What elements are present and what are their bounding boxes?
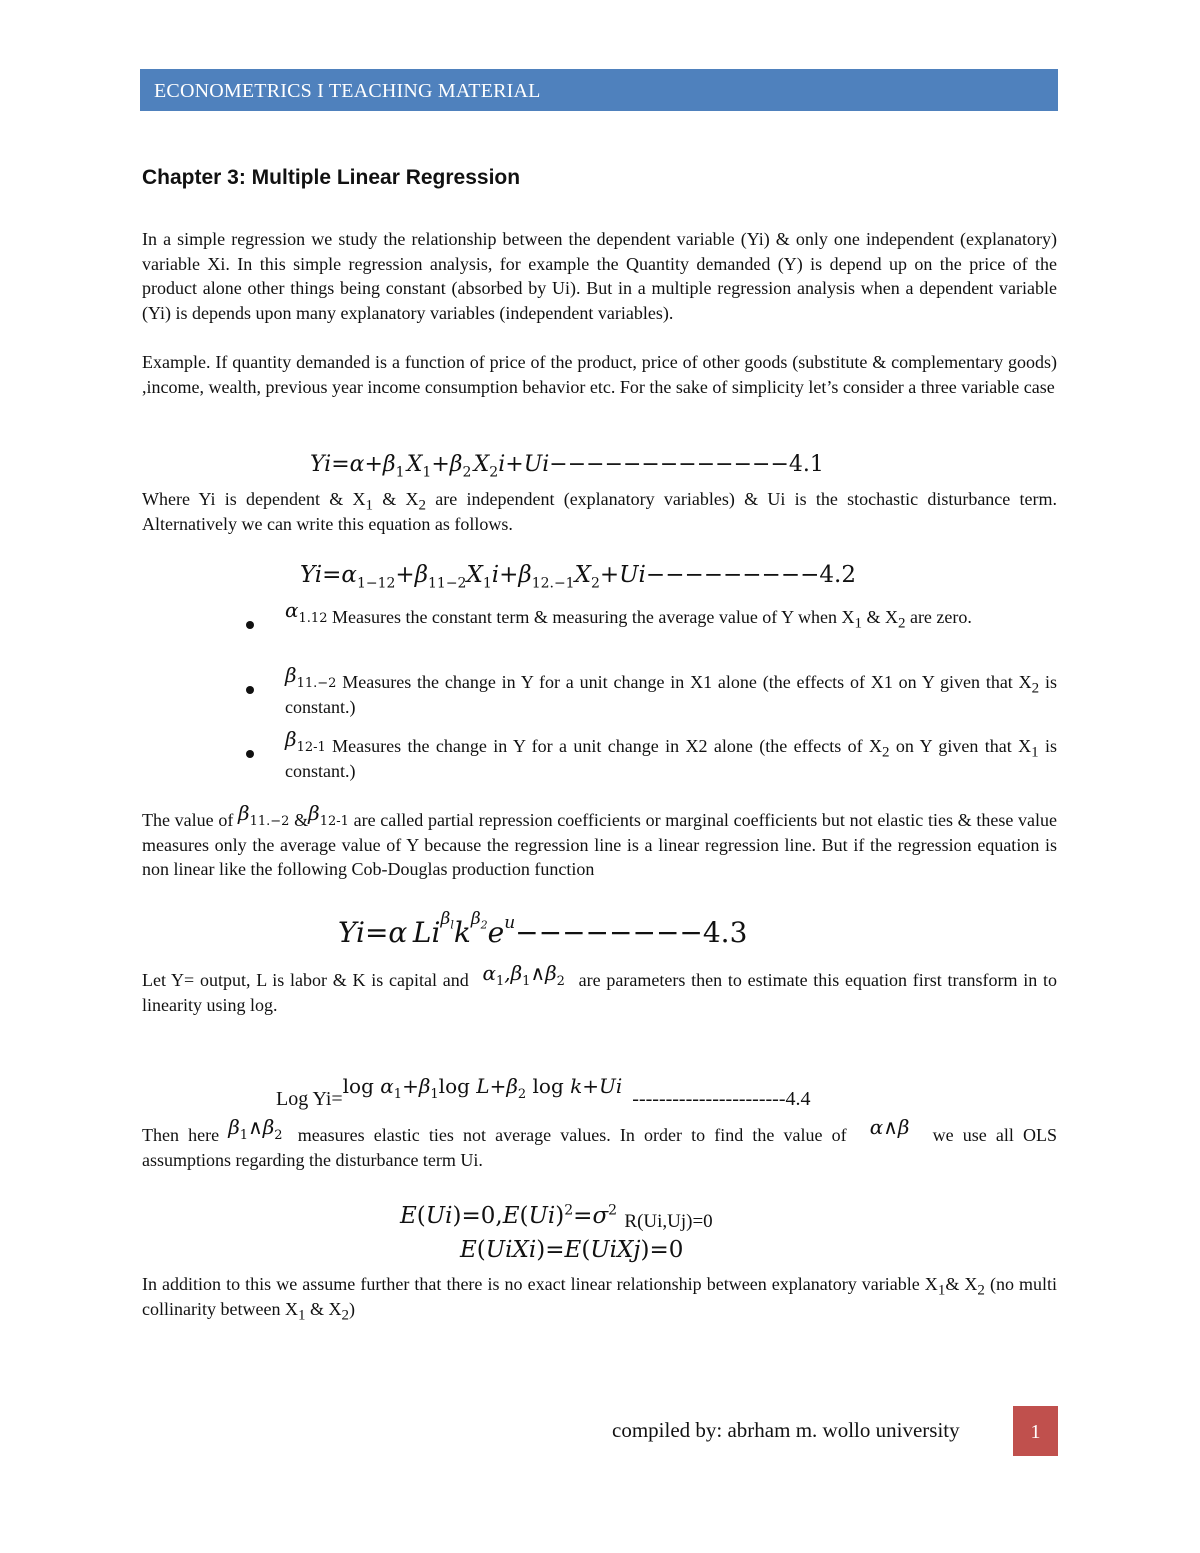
- bullet-beta2: [285, 727, 1057, 783]
- beta2-subscript: 12-1: [296, 740, 326, 755]
- sub-2: 2: [1031, 680, 1040, 697]
- equation-4-3: Yi=α $Li^{\beta_l}k^{\beta_2}e^u--------4.3$: [338, 908, 748, 949]
- let-text-b: are parameters then to estimate this equation first transform in to linearity using log.: [142, 970, 1057, 1015]
- sub-2: 2: [418, 497, 427, 514]
- bullet-alpha-end: are zero.: [905, 607, 972, 627]
- sub-2: 2: [977, 1282, 985, 1299]
- alpha-subscript: 1.12: [298, 611, 328, 626]
- ampersand: &: [294, 810, 309, 830]
- footer-credit: compiled by: abrham m. wollo university: [612, 1418, 960, 1442]
- sub-1: 1: [297, 1307, 306, 1324]
- ols-assumption-line-2: E(UiXi)=E(UiXj)=0: [460, 1237, 684, 1263]
- header-title: ECONOMETRICS I TEACHING MATERIAL: [154, 80, 541, 102]
- value-text-a: The value of: [142, 810, 239, 830]
- eq42-dashes: −−−−−−−−−: [645, 562, 820, 588]
- where-text-a: Where Yi is dependent & X: [142, 489, 366, 509]
- eq44-number: 4.4: [785, 1088, 811, 1110]
- where-text-b: & X: [373, 489, 419, 509]
- page-number: 1: [1013, 1406, 1058, 1456]
- bullet-marker: [246, 621, 254, 629]
- example-paragraph: Example. If quantity demanded is a function of price of the product, price of other goods (substitute & complementary goods) ,income, wealth, previous year income consumption behavior etc. For the sake of simplicity let’s consider a three variable case: [142, 352, 1057, 397]
- assumption-covariance: R(Ui,Uj)=0: [624, 1211, 713, 1232]
- bullet-alpha: [285, 598, 1057, 632]
- equation-4-1: $Yi=\alpha+\beta_1$ $X_1+\beta_2$ $X_2i+Ui-------------4.1$: [310, 452, 824, 481]
- sub-2: 2: [882, 744, 890, 761]
- let-paragraph: Let Y= output, L is labor & K is capital and $\alpha_1,\beta_1\wedge\beta_2$ are parameters then to estimate this equation first transform in to linearity using log.: [142, 961, 1057, 1015]
- eq43-dashes: −−−−−−−−: [515, 916, 703, 949]
- alpha-symbol: α: [285, 598, 299, 622]
- beta-symbol: β: [285, 727, 297, 751]
- bullet-beta1: [285, 663, 1057, 719]
- then-text-b: measures elastic ties not average values. In order to find the value of: [288, 1125, 856, 1145]
- addition-text-d: & X: [305, 1298, 342, 1319]
- sub-1: 1: [1031, 744, 1039, 761]
- bullet-beta1-text: Measures the change in Y for a unit change in X1 alone (the effects of X1 on Y given that X: [336, 672, 1032, 692]
- bullet-beta2-text: Measures the change in Y for a unit change in X2 alone (the effects of X: [325, 736, 883, 756]
- then-text-a: Then here: [142, 1125, 229, 1145]
- bullet-marker: [246, 686, 254, 694]
- eq41-number: 4.1: [788, 452, 824, 477]
- bullet-marker: [246, 750, 254, 758]
- sub-1: 1: [365, 497, 374, 514]
- bullet-beta2-mid: on Y given that X: [889, 736, 1032, 756]
- beta1-subscript: 11.−2: [296, 676, 337, 691]
- intro-paragraph: In a simple regression we study the relationship between the dependent variable (Yi) & only one independent (explanatory) variable Xi. In this simple regression analysis, for example the Quantity demanded (Y) is depend up on the price of the product alone other things being constant (absorbed by Ui). But in a multiple regression analysis when a dependent variable (Yi) is depends upon many explanatory variables (independent variables).: [142, 229, 1057, 324]
- where-paragraph: [142, 487, 1057, 536]
- sub-1: 1: [854, 615, 862, 632]
- equation-4-4: Log Yi=log $\alpha_1+\beta_1\log$ $L+\beta_2$ log k+Ui -----------------------4.4: [276, 1074, 811, 1110]
- addition-paragraph: [142, 1272, 1058, 1324]
- then-paragraph: Then here $\beta_1\wedge\beta_2$ measures elastic ties not average values. In order to find the value of α∧β we use all OLS assumptions regarding the disturbance term Ui.: [142, 1115, 1058, 1170]
- partial-coefficients-paragraph: The value of $\beta_{11.-2}$ $\&\beta_{12-1}$ are called partial repression coefficients or marginal coefficients but not elastic ties & these value measures only the average value of Y because the regression line is a linear regression line. But if the regression equation is non linear like the following Cob-Douglas production function: [142, 801, 1058, 880]
- sub-2: 2: [341, 1307, 349, 1324]
- addition-text-a: In addition to this we assume further that there is no exact linear relationship between explanatory variable X: [142, 1274, 938, 1294]
- bullet-alpha-mid: & X: [861, 607, 898, 627]
- eq41-dashes: −−−−−−−−−−−−−: [549, 452, 789, 477]
- sub-1: 1: [937, 1282, 946, 1299]
- ols-assumption-line-1: $E(Ui)=0,E(Ui)^2=\sigma^2$ R(Ui,Uj)=0: [400, 1202, 713, 1232]
- value-text-b: are called partial repression coefficients or marginal coefficients but not elastic ties & these value measures only the average value of Y because the regression line is a linear regression line. But if the regression equation is non linear like the following Cob-Douglas production function: [142, 810, 1058, 880]
- addition-text-c: (no multi collinarity between X: [142, 1274, 1058, 1319]
- eq43-number: 4.3: [702, 916, 748, 949]
- eq42-number: 4.2: [819, 562, 856, 588]
- sub-2: 2: [897, 615, 906, 632]
- eq44-dashes: -----------------------: [632, 1088, 786, 1110]
- bullet-beta2-end: is constant.): [285, 736, 1057, 781]
- beta-symbol: β: [285, 663, 297, 687]
- chapter-title: Chapter 3: Multiple Linear Regression: [142, 166, 521, 189]
- document-header: [140, 69, 1058, 111]
- eq44-prefix: Log Yi=: [276, 1088, 343, 1110]
- equation-4-2: $Yi=\alpha_{1-12}+\beta_{11-2}X_1i+\beta_{12.-1}X_2+Ui---------4.2$: [300, 562, 856, 592]
- bullet-beta1-end: is constant.): [285, 672, 1057, 717]
- where-text-c: are independent (explanatory variables) & Ui is the stochastic disturbance term. Alternatively we can write this equation as follows.: [142, 489, 1058, 534]
- addition-text-b: & X: [945, 1274, 978, 1294]
- addition-text-e: ): [348, 1298, 355, 1319]
- let-text-a: Let Y= output, L is labor & K is capital and: [142, 970, 475, 990]
- then-text-c: we use all OLS assumptions regarding the disturbance term Ui.: [142, 1125, 1058, 1170]
- bullet-alpha-text: Measures the constant term & measuring the average value of Y when X: [327, 607, 855, 627]
